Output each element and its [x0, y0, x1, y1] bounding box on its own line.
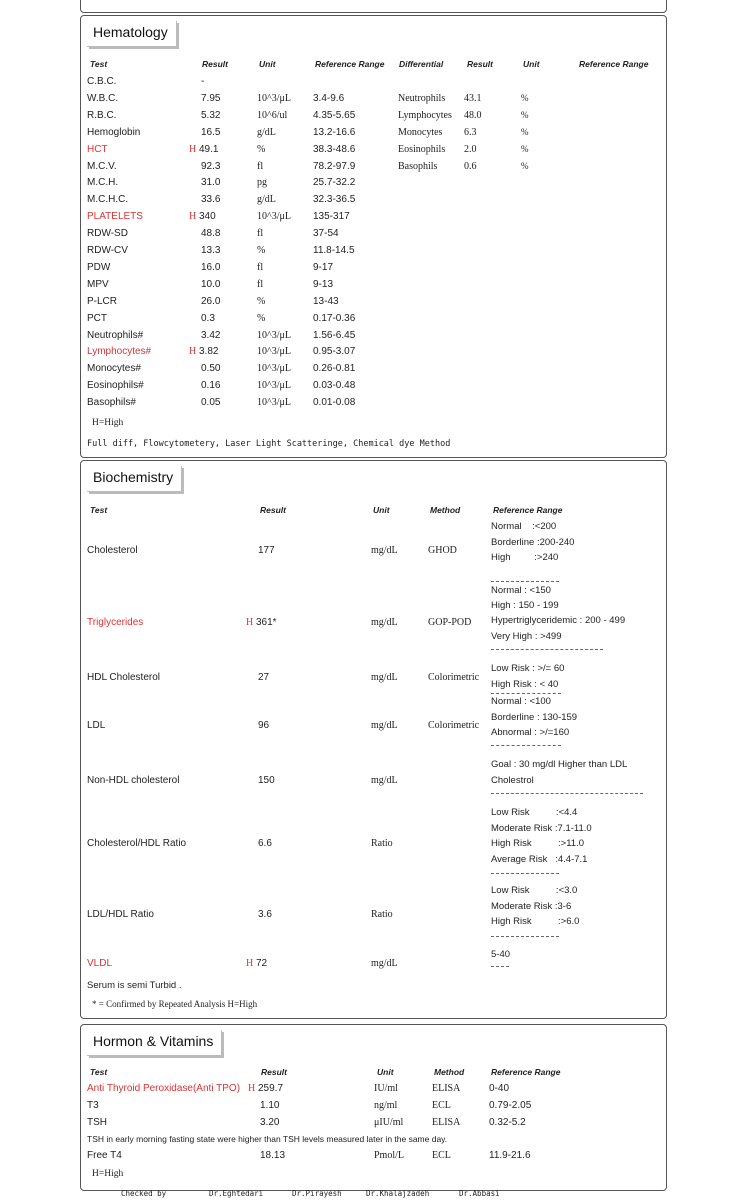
high-flag: H	[248, 1083, 256, 1094]
biochemistry-ref-line: Moderate Risk :7.1-11.0	[491, 822, 592, 834]
biochemistry-header-method: Method	[430, 505, 461, 515]
differential-unit: %	[521, 109, 529, 120]
hematology-row-result: -	[201, 76, 205, 87]
differential-unit: %	[521, 126, 529, 137]
hematology-row-result: 7.95	[201, 92, 221, 104]
reference-separator	[491, 693, 561, 694]
previous-section-box	[80, 0, 667, 13]
hematology-row-result: 13.3	[201, 245, 221, 256]
hematology-row-unit: pg	[257, 177, 267, 189]
hematology-title: Hematology	[87, 21, 177, 47]
hematology-row-result: 33.6	[201, 194, 221, 206]
hematology-row-test: MPV	[87, 278, 109, 290]
hematology-row-ref: 9-17	[313, 261, 334, 273]
reference-separator	[491, 581, 559, 582]
hematology-row-unit: 10^3/μL	[257, 346, 291, 358]
hormones-row-ref: 0.32-5.2	[489, 1117, 526, 1128]
high-flag: H	[189, 143, 197, 155]
hormones-row-result: 259.7	[258, 1083, 284, 1094]
biochemistry-header-unit: Unit	[373, 505, 390, 515]
hematology-row-result: 0.05	[201, 397, 221, 409]
hematology-row-unit: 10^3/μL	[257, 211, 291, 223]
biochemistry-title: Biochemistry	[87, 466, 182, 492]
hematology-row-result: 0.3	[201, 312, 215, 324]
hematology-row-unit: fl	[257, 278, 264, 290]
hematology-row-test: Basophils#	[87, 397, 136, 409]
hormones-header-method: Method	[434, 1067, 465, 1077]
biochemistry-row-test: VLDL	[87, 958, 113, 969]
differential-name: Lymphocytes	[398, 109, 452, 121]
differential-name: Eosinophils	[398, 143, 446, 155]
hormones-header-unit: Unit	[377, 1067, 394, 1077]
hematology-row-ref: 135-317	[313, 211, 350, 223]
hematology-row-unit: %	[257, 143, 266, 155]
biochemistry-row-method: GOP-POD	[428, 617, 472, 628]
biochemistry-footnote: * = Confirmed by Repeated Analysis H=High	[92, 999, 258, 1009]
hematology-header-result: Result	[202, 59, 228, 69]
hematology-row-ref: 0.01-0.08	[313, 397, 356, 409]
hematology-row-test: R.B.C.	[87, 109, 117, 121]
hematology-row-test: RDW-CV	[87, 245, 128, 256]
hormones-title: Hormon & Vitamins	[87, 1030, 222, 1056]
biochemistry-row-result: 177	[258, 545, 275, 556]
reference-separator	[491, 793, 643, 794]
differential-result: 0.6	[464, 160, 477, 172]
hematology-row-test: Neutrophils#	[87, 329, 144, 341]
hematology-row-test: M.C.H.C.	[87, 194, 129, 206]
hematology-header-ref: Reference Range	[315, 59, 385, 69]
hormones-row-method: ECL	[432, 1100, 451, 1111]
biochemistry-row-result: 150	[258, 775, 275, 786]
hormones-row-ref: 0-40	[489, 1083, 510, 1094]
doctor-name: Dr.Pirayesh	[292, 1189, 342, 1198]
hematology-row-unit: %	[257, 245, 266, 256]
hematology-row-unit: %	[257, 312, 266, 324]
hematology-row-unit: g/dL	[257, 194, 276, 206]
hematology-row-unit: 10^3/μL	[257, 329, 291, 341]
biochemistry-ref-line: Average Risk :4.4-7.1	[491, 853, 588, 865]
biochemistry-row-unit: Ratio	[371, 909, 393, 920]
reference-separator	[491, 745, 561, 746]
differential-name: Neutrophils	[398, 93, 446, 104]
hormones-row-method: ELISA	[432, 1117, 461, 1128]
hematology-row-test: M.C.V.	[87, 160, 117, 172]
hematology-row-test: PLATELETS	[87, 211, 143, 223]
biochemistry-ref-line: High : 150 - 199	[491, 600, 559, 612]
hematology-row-test: Lymphocytes#	[87, 346, 152, 358]
hematology-section	[80, 15, 667, 458]
biochemistry-row-test: Triglycerides	[87, 617, 144, 628]
hematology-row-ref: 9-13	[313, 278, 334, 290]
hematology-row-result: 0.16	[201, 380, 221, 392]
differential-unit: %	[521, 143, 529, 154]
hematology-row-result: 340	[199, 211, 216, 223]
hematology-row-ref: 25.7-32.2	[313, 177, 356, 189]
hematology-row-result: 3.42	[201, 329, 221, 341]
hormones-row-unit: IU/ml	[374, 1083, 398, 1094]
hematology-row-result: 92.3	[201, 160, 221, 172]
hematology-row-ref: 78.2-97.9	[313, 160, 356, 172]
hormones-row-unit: ng/ml	[374, 1100, 398, 1111]
hematology-row-result: 16.5	[201, 126, 221, 138]
hematology-row-result: 16.0	[201, 261, 221, 273]
hematology-row-result: 48.8	[201, 228, 221, 240]
hematology-row-test: M.C.H.	[87, 177, 119, 189]
hormones-row-result: 1.10	[260, 1100, 280, 1111]
hormones-row-ref: 11.9-21.6	[489, 1150, 531, 1161]
biochemistry-section	[80, 460, 667, 1019]
hormones-row-result: 18.13	[260, 1150, 286, 1161]
biochemistry-ref-line: Normal : <150	[491, 585, 551, 596]
biochemistry-ref-line: Normal : <100	[491, 696, 551, 707]
hematology-row-unit: 10^3/μL	[257, 363, 291, 375]
hematology-row-result: 3.82	[199, 346, 219, 358]
hematology-row-unit: 10^3/μL	[257, 380, 291, 392]
differential-name: Monocytes	[398, 126, 443, 138]
hematology-row-ref: 0.03-0.48	[313, 380, 356, 392]
biochemistry-header-test: Test	[90, 505, 108, 515]
hormones-row-result: 3.20	[260, 1117, 280, 1128]
biochemistry-ref-line: High Risk :>6.0	[491, 916, 580, 927]
biochemistry-row-unit: mg/dL	[371, 672, 398, 683]
biochemistry-ref-line: Hypertriglyceridemic : 200 - 499	[491, 615, 626, 627]
hematology-row-ref: 0.26-0.81	[313, 363, 356, 375]
hormones-row-test: Anti Thyroid Peroxidase(Anti TPO)	[87, 1083, 241, 1094]
hormones-section	[80, 1024, 667, 1191]
hormones-row-test: T3	[87, 1100, 99, 1111]
differential-unit: %	[521, 160, 529, 171]
biochemistry-row-unit: mg/dL	[371, 775, 398, 786]
hematology-row-test: HCT	[87, 143, 108, 155]
hematology-header-diff_ref: Reference Range	[579, 59, 649, 69]
biochemistry-row-test: LDL/HDL Ratio	[87, 909, 154, 920]
biochemistry-row-result: 3.6	[258, 909, 272, 920]
hematology-row-test: P-LCR	[87, 295, 118, 307]
hematology-row-unit: %	[257, 295, 266, 307]
hematology-row-test: Monocytes#	[87, 363, 141, 375]
biochemistry-ref-line: Very High : >499	[491, 630, 562, 642]
hematology-row-ref: 11.8-14.5	[313, 245, 355, 256]
hormones-legend: H=High	[92, 1169, 124, 1179]
hormones-header-result: Result	[261, 1067, 287, 1077]
biochemistry-row-result: 6.6	[258, 838, 272, 849]
biochemistry-row-unit: mg/dL	[371, 958, 398, 969]
hematology-row-test: PCT	[87, 312, 107, 324]
hematology-legend: H=High	[92, 418, 124, 428]
hematology-row-ref: 0.17-0.36	[313, 312, 356, 324]
biochemistry-row-unit: mg/dL	[371, 545, 398, 556]
biochemistry-row-method: GHOD	[428, 545, 457, 556]
biochemistry-ref-line: Normal :<200	[491, 521, 557, 532]
biochemistry-row-unit: Ratio	[371, 838, 393, 849]
hematology-row-ref: 1.56-6.45	[313, 329, 356, 341]
hematology-row-test: C.B.C.	[87, 76, 117, 87]
differential-result: 48.0	[464, 109, 482, 121]
checked-by-label: Checked by	[121, 1189, 167, 1198]
hematology-row-ref: 4.35-5.65	[313, 109, 356, 121]
biochemistry-row-test: Cholesterol	[87, 545, 138, 556]
hematology-row-unit: 10^3/μL	[257, 92, 291, 104]
biochemistry-row-test: HDL Cholesterol	[87, 672, 160, 683]
hematology-row-test: Eosinophils#	[87, 380, 144, 392]
serum-note: Serum is semi Turbid .	[87, 980, 182, 991]
hormones-header-test: Test	[90, 1067, 108, 1077]
biochemistry-row-result: 361*	[256, 617, 277, 628]
differential-unit: %	[521, 93, 529, 103]
doctor-name: Dr.Abbasi	[459, 1189, 500, 1198]
reference-separator	[491, 873, 559, 874]
hematology-row-test: RDW-SD	[87, 228, 128, 240]
biochemistry-ref-line: Borderline : 130-159	[491, 711, 578, 723]
hematology-row-test: PDW	[87, 261, 111, 273]
biochemistry-ref-line: Borderline :200-240	[491, 536, 575, 548]
biochemistry-row-test: Cholesterol/HDL Ratio	[87, 838, 187, 849]
high-flag: H	[189, 211, 197, 223]
differential-result: 6.3	[464, 126, 477, 138]
biochemistry-row-unit: mg/dL	[371, 617, 398, 628]
biochemistry-row-method: Colorimetric	[428, 720, 480, 731]
biochemistry-row-test: Non-HDL cholesterol	[87, 775, 180, 786]
hematology-row-result: 10.0	[201, 278, 221, 290]
reference-separator	[491, 966, 509, 967]
hematology-header-unit: Unit	[259, 59, 276, 69]
high-flag: H	[189, 346, 197, 358]
biochemistry-row-test: LDL	[87, 720, 106, 731]
hormones-row-test: Free T4	[87, 1150, 122, 1161]
tsh-note: TSH in early morning fasting state were higher than TSH levels measured later in the same day.	[87, 1134, 448, 1144]
hormones-row-test: TSH	[87, 1117, 107, 1128]
differential-result: 2.0	[464, 143, 477, 155]
hormones-row-unit: Pmol/L	[374, 1150, 405, 1161]
biochemistry-ref-line: High Risk : < 40	[491, 678, 559, 690]
hematology-row-result: 0.50	[201, 363, 221, 375]
hematology-row-ref: 32.3-36.5	[313, 194, 356, 206]
hormones-row-unit: μIU/ml	[374, 1117, 404, 1128]
biochemistry-ref-line: Low Risk : >/= 60	[491, 663, 565, 674]
biochemistry-ref-line: Cholestrol	[491, 774, 534, 786]
high-flag: H	[246, 617, 254, 628]
hematology-row-result: 5.32	[201, 109, 221, 121]
biochemistry-ref-line: Goal : 30 mg/dl Higher than LDL	[491, 759, 628, 770]
differential-result: 43.1	[464, 93, 482, 104]
biochemistry-row-result: 72	[256, 958, 268, 969]
hematology-row-ref: 0.95-3.07	[313, 346, 356, 358]
high-flag: H	[246, 958, 254, 969]
hematology-row-ref: 13.2-16.6	[313, 126, 356, 138]
hematology-header-diff_result: Result	[467, 59, 493, 69]
hematology-row-test: W.B.C.	[87, 92, 119, 104]
biochemistry-row-unit: mg/dL	[371, 720, 398, 731]
doctor-name: Dr.Eghtedari	[209, 1189, 264, 1198]
biochemistry-ref-line: Low Risk :<4.4	[491, 807, 578, 818]
hematology-row-unit: fl	[257, 228, 264, 240]
hematology-row-result: 26.0	[201, 295, 221, 307]
reference-separator	[491, 936, 559, 937]
hormones-row-ref: 0.79-2.05	[489, 1100, 532, 1111]
hormones-row-method: ELISA	[432, 1083, 461, 1094]
hematology-header-test: Test	[90, 59, 108, 69]
reference-separator	[491, 649, 603, 650]
biochemistry-row-result: 96	[258, 720, 270, 731]
hematology-row-ref: 3.4-9.6	[313, 92, 345, 104]
hematology-row-ref: 13-43	[313, 295, 339, 307]
hematology-row-unit: 10^6/ul	[257, 109, 288, 121]
biochemistry-ref-line: Moderate Risk :3-6	[491, 900, 572, 912]
differential-name: Basophils	[398, 160, 438, 172]
hematology-row-unit: fl	[257, 261, 264, 273]
biochemistry-ref-line: High Risk :>11.0	[491, 838, 585, 849]
hematology-header-diff_unit: Unit	[523, 59, 540, 69]
biochemistry-row-result: 27	[258, 672, 270, 683]
hematology-row-unit: 10^3/μL	[257, 397, 291, 409]
hematology-header-diff: Differential	[399, 59, 444, 69]
hematology-row-unit: fl	[257, 160, 264, 172]
biochemistry-ref-line: Low Risk :<3.0	[491, 885, 578, 896]
hematology-row-result: 31.0	[201, 177, 221, 189]
hematology-row-ref: 38.3-48.6	[313, 143, 356, 155]
biochemistry-row-method: Colorimetric	[428, 672, 480, 683]
hematology-method-note: Full diff, Flowcytometery, Laser Light Scatteringe, Chemical dye Method	[87, 439, 451, 449]
hematology-row-ref: 37-54	[313, 228, 339, 240]
hormones-header-ref: Reference Range	[491, 1067, 561, 1077]
biochemistry-ref-line: Abnormal : >/=160	[491, 727, 570, 738]
biochemistry-ref-line: High :>240	[491, 552, 559, 563]
doctor-name: Dr.Khalajzadeh	[366, 1189, 430, 1198]
biochemistry-header-ref: Reference Range	[493, 505, 563, 515]
hematology-row-unit: g/dL	[257, 126, 276, 138]
biochemistry-header-result: Result	[260, 505, 286, 515]
hormones-row-method: ECL	[432, 1150, 451, 1161]
hematology-row-test: Hemoglobin	[87, 126, 141, 138]
biochemistry-ref-line: 5-40	[491, 949, 511, 960]
hematology-row-result: 49.1	[199, 143, 219, 155]
